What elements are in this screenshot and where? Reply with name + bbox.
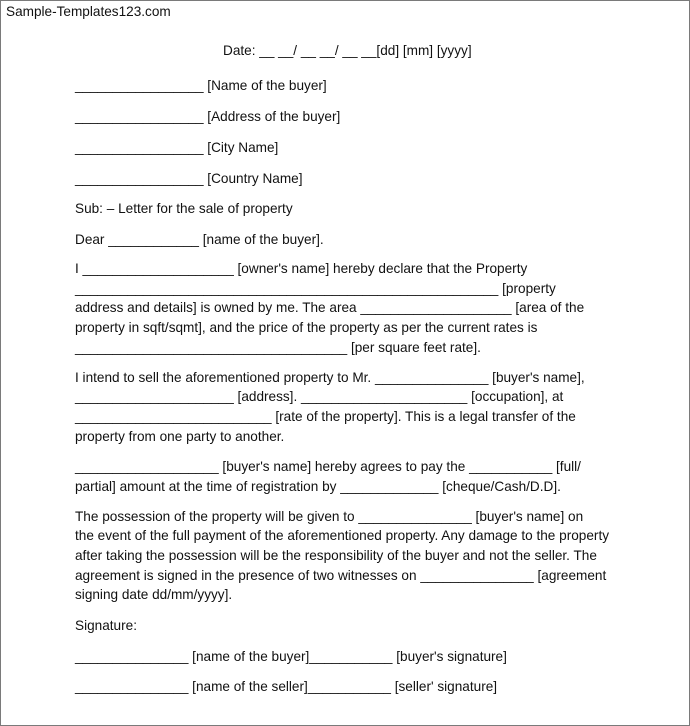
paragraph2-line: I intend to sell the aforementioned property to Mr. _______________ [buyer's name],: [75, 370, 585, 385]
subject-line: Sub: – Letter for the sale of property: [75, 201, 293, 216]
paragraph1-line: property in sqft/sqmt], and the price of the property as per the current rates is: [75, 320, 538, 335]
paragraph4-line: after taking the possession will be the responsibility of the buyer and not the seller. The: [75, 548, 597, 563]
paragraph4-line: agreement is signed in the presence of two witnesses on _______________ [agreement: [75, 568, 607, 583]
buyer-name-field: _________________ [Name of the buyer]: [75, 78, 327, 93]
country-name-field: _________________ [Country Name]: [75, 171, 303, 186]
paragraph1-line: ________________________________________________________ [property: [75, 281, 556, 296]
buyer-address-field: _________________ [Address of the buyer]: [75, 109, 341, 124]
paragraph3-line: partial] amount at the time of registration by _____________ [cheque/Cash/D.D].: [75, 479, 561, 494]
paragraph1-line: I ____________________ [owner's name] hereby declare that the Property: [75, 261, 528, 276]
signature-label: Signature:: [75, 618, 137, 633]
paragraph2-line: _____________________ [address]. ______________________ [occupation], at: [75, 389, 564, 404]
salutation: Dear ____________ [name of the buyer].: [75, 232, 324, 247]
paragraph4-line: signing date dd/mm/yyyy].: [75, 587, 233, 602]
buyer-signature-line: _______________ [name of the buyer]___________ [buyer's signature]: [75, 649, 507, 664]
paragraph2-line: property from one party to another.: [75, 429, 285, 444]
paragraph4-line: The possession of the property will be given to _______________ [buyer's name] on: [75, 509, 584, 524]
paragraph4-line: the event of the full payment of the aforementioned property. Any damage to the property: [75, 528, 610, 543]
watermark: Sample-Templates123.com: [6, 4, 171, 19]
date-line: Date: __ __/ __ __/ __ __[dd] [mm] [yyyy]: [223, 43, 472, 58]
paragraph3-line: ___________________ [buyer's name] hereby agrees to pay the ___________ [full/: [75, 459, 581, 474]
paragraph1-line: ____________________________________ [per square feet rate].: [75, 340, 481, 355]
paragraph2-line: __________________________ [rate of the property]. This is a legal transfer of the: [75, 409, 576, 424]
paragraph1-line: address and details] is owned by me. The area ____________________ [area of the: [75, 300, 585, 315]
seller-signature-line: _______________ [name of the seller]___________ [seller' signature]: [75, 679, 498, 694]
city-name-field: _________________ [City Name]: [75, 140, 279, 155]
